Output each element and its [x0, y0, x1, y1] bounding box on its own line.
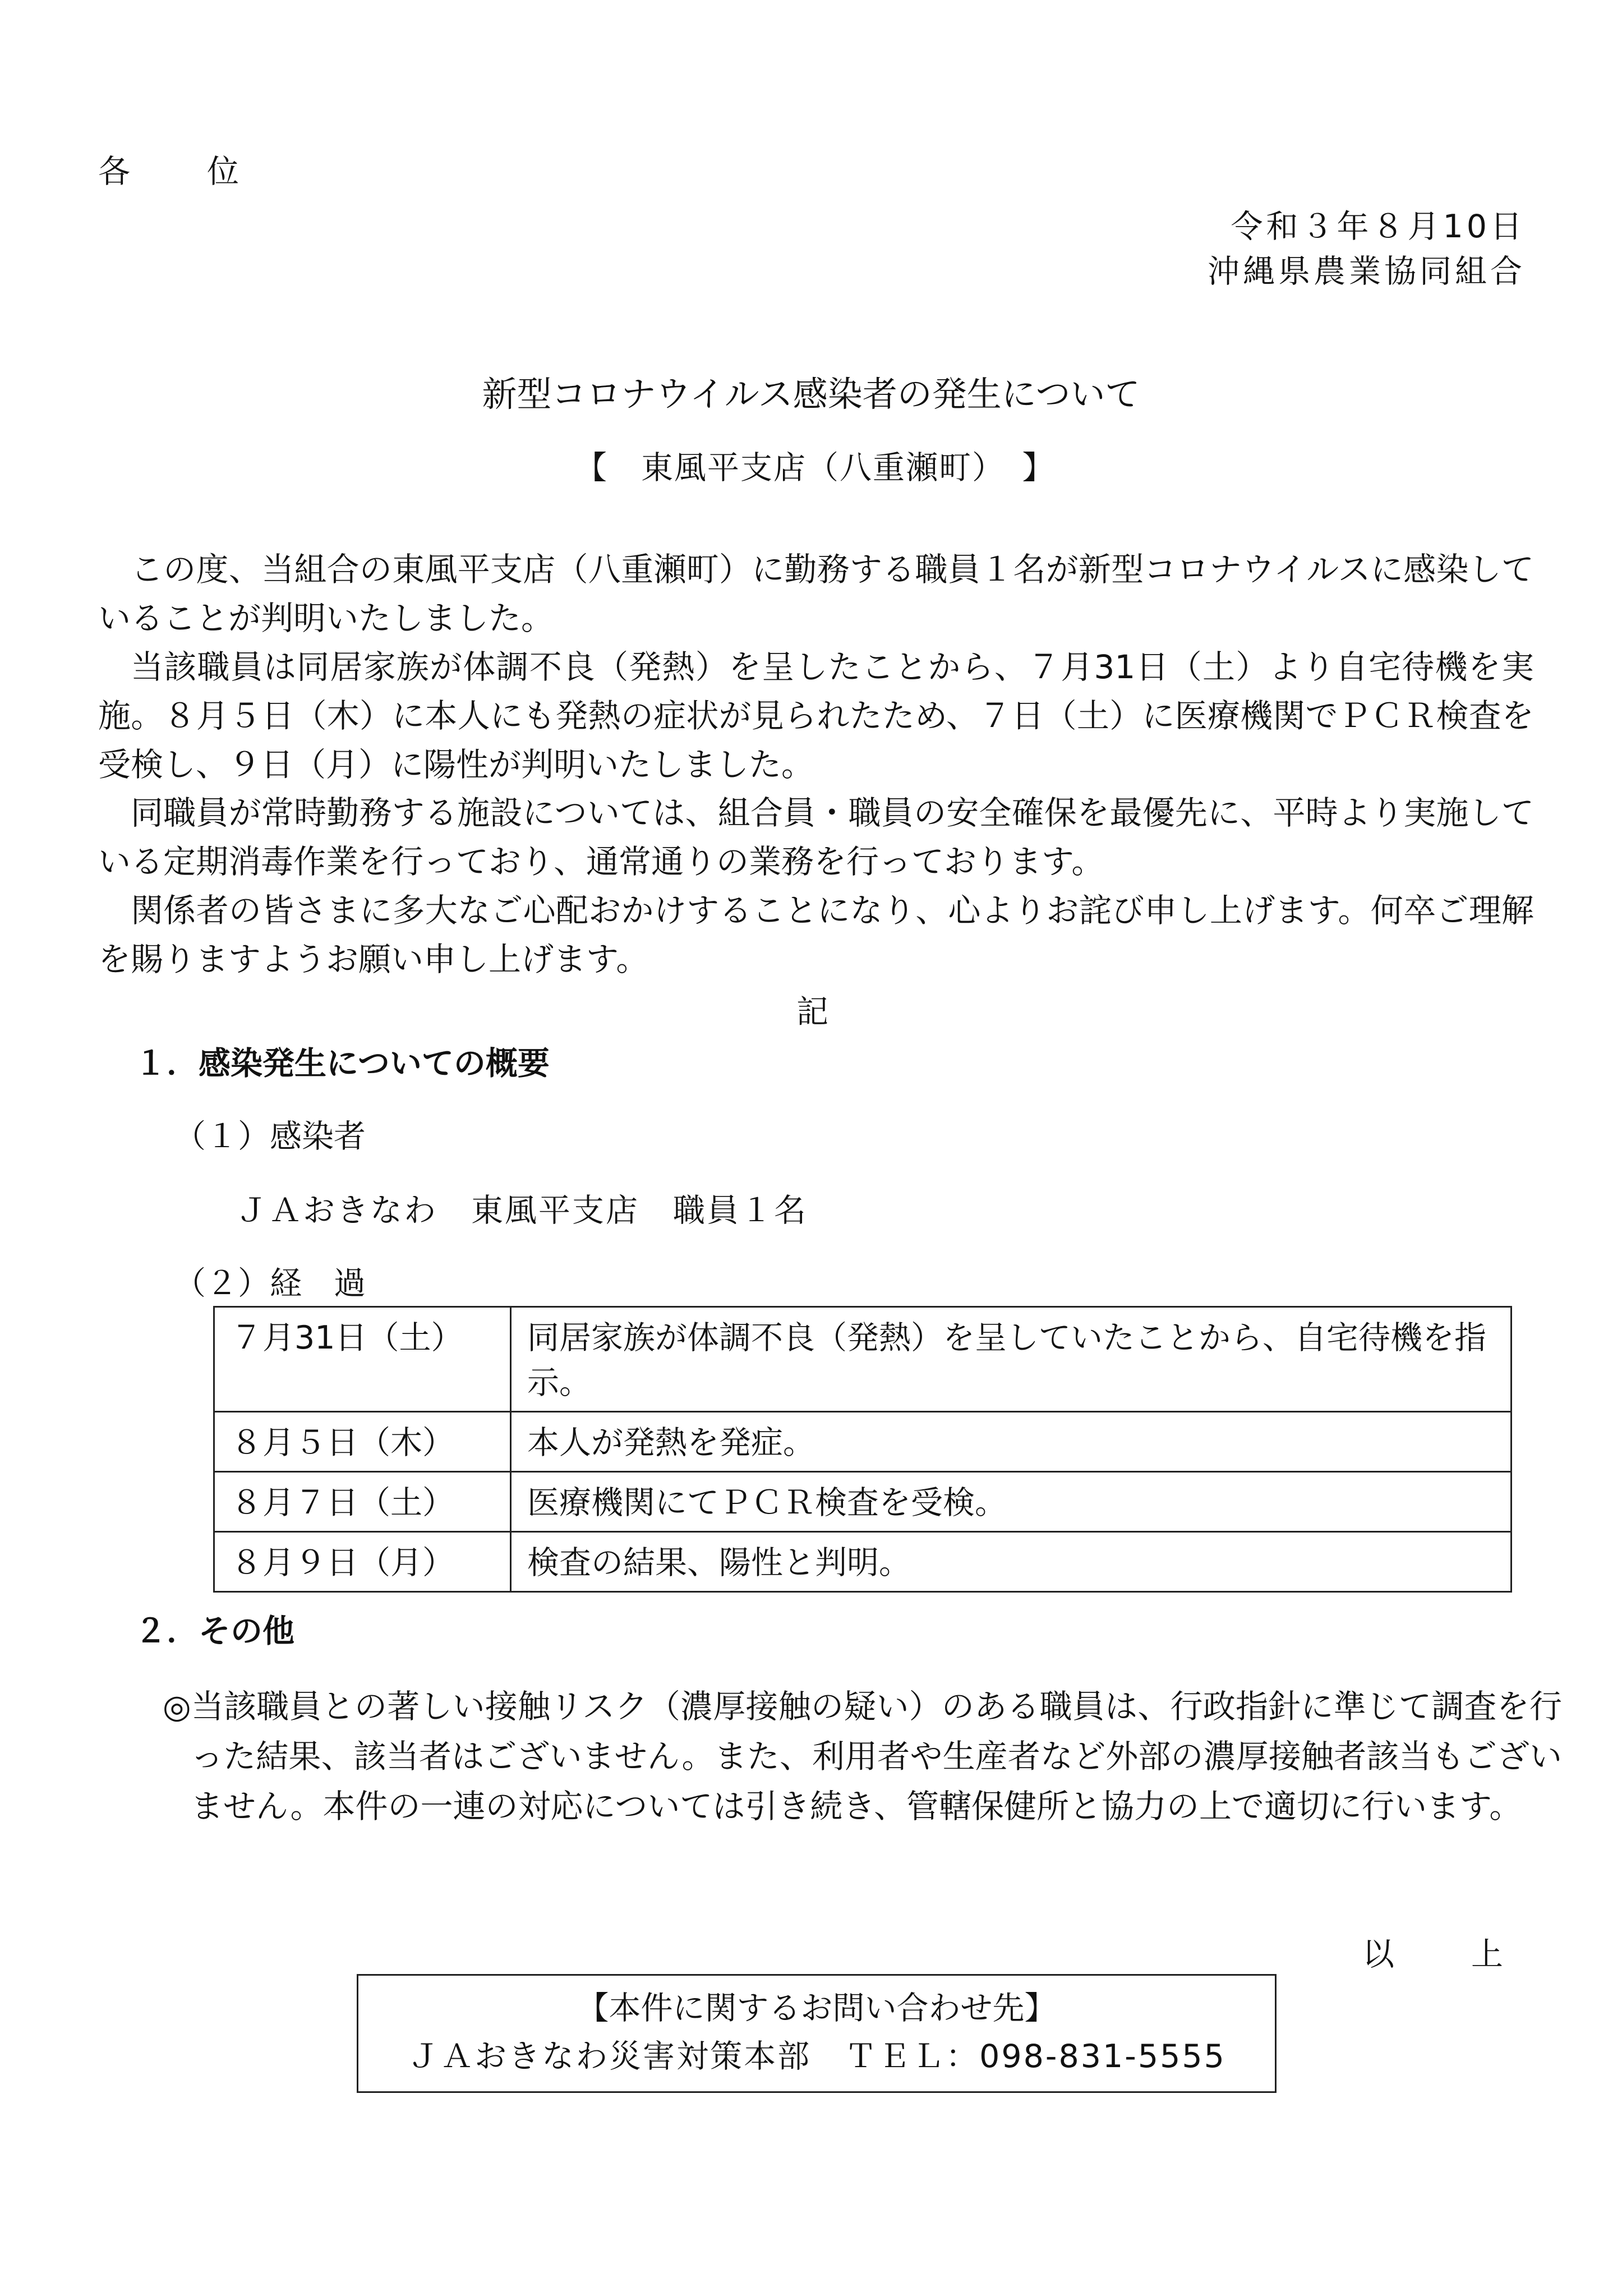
document-title: 新型コロナウイルス感染者の発生について: [482, 374, 1140, 415]
contact-phone: ＪＡおきなわ災害対策本部 ＴＥＬ：098-831-5555: [407, 2038, 1226, 2075]
table-row: [214, 1532, 1512, 1592]
organization-name: 沖縄県農業協同組合: [1208, 253, 1526, 290]
timeline-event: 本人が発熱を発症。: [511, 1412, 1512, 1472]
timeline-event: 医療機関にてＰＣＲ検査を受検。: [511, 1472, 1512, 1532]
timeline-date: ８月９日（月）: [214, 1532, 511, 1592]
ki-marker: 記: [796, 993, 828, 1030]
other-note: ◎当該職員との著しい接触リスク（濃厚接触の疑い）のある職員は、行政指針に準じて調査を行った結果、該当者はございません。また、利用者や生産者など外部の濃厚接触者該当もございません。本件の一連の対応については引き続き、管轄保健所と協力の上で適切に行います。: [163, 1687, 1562, 1825]
body-paragraph: 同職員が常時勤務する施設については、組合員・職員の安全確保を最優先に、平時より実施している定期消毒作業を行っており、通常通りの業務を行っております。: [98, 794, 1534, 881]
table-row: [214, 1412, 1512, 1472]
contact-box: [357, 1974, 1277, 2093]
subheading-timeline: （２）経 過: [174, 1265, 366, 1302]
timeline-event: 検査の結果、陽性と判明。: [511, 1532, 1512, 1592]
section-heading-overview: １．感染発生についての概要: [135, 1045, 550, 1082]
closing-mark: 以 上: [1362, 1936, 1526, 1973]
table-row: [214, 1307, 1512, 1412]
section-heading-other: ２．その他: [135, 1613, 294, 1650]
timeline-table: [213, 1306, 1512, 1593]
timeline-date: ８月７日（土）: [214, 1472, 511, 1532]
table-row: [214, 1472, 1512, 1532]
subheading-infected: （１）感染者: [174, 1118, 366, 1155]
issue-date: 令和３年８月10日: [1231, 208, 1526, 245]
timeline-date: ７月31日（土）: [214, 1307, 511, 1412]
timeline-event: 同居家族が体調不良（発熱）を呈していたことから、自宅待機を指示。: [511, 1307, 1512, 1412]
timeline-date: ８月５日（木）: [214, 1412, 511, 1472]
document-subtitle: 【 東風平支店（八重瀬町） 】: [575, 449, 1056, 486]
recipient-line: 各 位: [98, 153, 261, 190]
infected-person: ＪＡおきなわ 東風平支店 職員１名: [236, 1192, 808, 1229]
body-paragraph: 当該職員は同居家族が体調不良（発熱）を呈したことから、７月31日（土）より自宅待機を実施。８月５日（木）に本人にも発熱の症状が見られたため、７日（土）に医療機関でＰＣＲ検査を受検し、９日（月）に陽性が判明いたしました。: [98, 648, 1534, 784]
contact-heading: 【本件に関するお問い合わせ先】: [577, 1990, 1057, 2027]
body-paragraph: この度、当組合の東風平支店（八重瀬町）に勤務する職員１名が新型コロナウイルスに感染していることが判明いたしました。: [98, 550, 1534, 637]
body-paragraph: 関係者の皆さまに多大なご心配おかけすることになり、心よりお詫び申し上げます。何卒ご理解を賜りますようお願い申し上げます。: [98, 891, 1534, 978]
